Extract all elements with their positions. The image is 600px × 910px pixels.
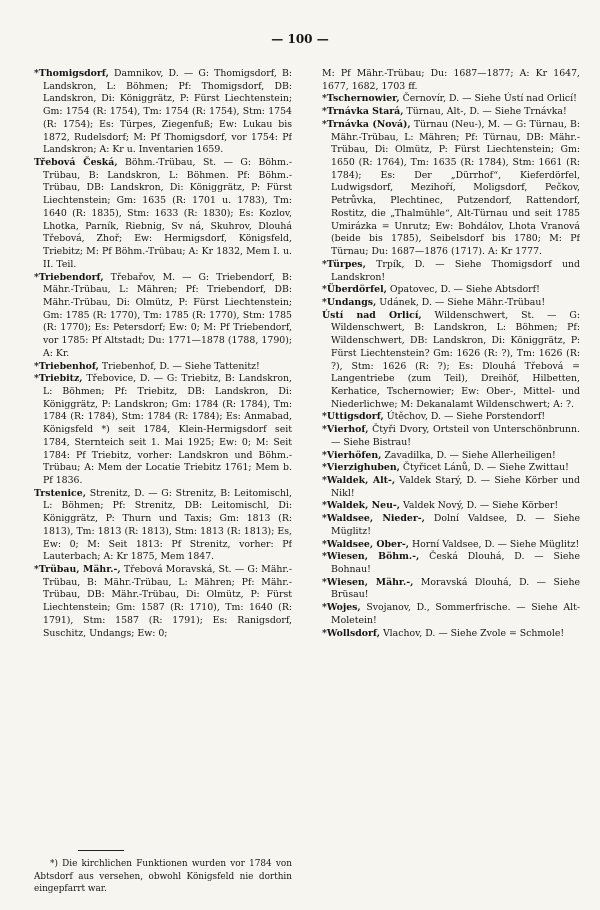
entry-text: Damnikov, D. — G: Thomigsdorf, B: Landskron, L: Böhmen; Pf: Thomigsdorf, DB: Landskron, Di: Königgrätz, P: Fürst Liechtenstein; Gm: 1754 (R: 1754), Tm: 1754 (R: 1754), Stm: 1754 (R: 1754); Es: Türpes, Ziegenfuß; Ew: Lukau bis 1872, Rudelsdorf; M: Pf Thomigsdorf, vor 1754: Pf Landskron; A: Kr u. Inventarien 1659. (43, 68, 292, 156)
gazetteer-entry (322, 500, 580, 513)
gazetteer-entry (322, 450, 580, 463)
gazetteer-entry (322, 119, 580, 259)
gazetteer-entry (34, 272, 292, 361)
entry-headword: *Tschernowier, (322, 93, 400, 105)
entry-text: Türnau, Alt-, D. — Siehe Trnávka! (403, 106, 567, 118)
entry-text: Strenitz, D. — G: Strenitz, B: Leitomischl, L: Böhmen; Pf: Strenitz, DB: Leitomischl, Di: Königgrätz, P: Thurn und Taxis; Gm: 1813 (R: 1813), Tm: 1813 (R: 1813), Stm: 1813 (R: 1813); Es, Ew: 0; M: Seit 1813: Pf Strenitz, vorher: Pf Lauterbach; A: Kr 1875, Mem 1847. (43, 487, 292, 563)
gazetteer-entry (322, 513, 580, 538)
entry-text: M: Pf Mähr.-Trübau; Du: 1687—1877; A: Kr 1647, 1677, 1682, 1703 ff. (322, 68, 580, 92)
footnote: *) Die kirchlichen Funktionen wurden vor 1784 von Abtsdorf aus versehen, obwohl Königsfeld nie dorthin eingepfarrt war. (34, 859, 292, 895)
entry-headword: Třebová Česká, (34, 157, 118, 169)
entry-text: Černovír, D. — Siehe Ústí nad Orlicí! (399, 93, 577, 105)
entry-headword: *Wojes, (322, 602, 361, 614)
gazetteer-entry (34, 68, 292, 157)
gazetteer-entry (322, 628, 580, 641)
entry-text: Valdek Starý, D. — Siehe Körber und Nikl! (331, 475, 580, 499)
gazetteer-entry (322, 462, 580, 475)
gazetteer-entry (322, 297, 580, 310)
gazetteer-entry (322, 577, 580, 602)
two-column-body (34, 68, 580, 900)
entry-headword: *Vierhöfen, (322, 449, 382, 461)
entry-text: Wildenschwert, St. — G: Wildenschwert, B: Landskron, L: Böhmen; Pf: Wildenschwert, DB: Landskron, Di: Königgrätz, P: Fürst Liechtenstein? Gm: 1626 (R: ?), Tm: 1626 (R: ?), Stm: 1626 (R: ?); Es: Dlouhá Třebová = Langentriebe (zum Teil), Dreihöf, Hilbetten, Kerhatice, Tschernowier; Ew: Ober-, Mittel- und Niederlichwe; M: Dekanalamt Wildenschwert; A: ?. (331, 309, 580, 410)
gazetteer-entry (34, 488, 292, 564)
entry-text: Dolní Valdsee, D. — Siehe Müglitz! (331, 513, 580, 537)
gazetteer-entry (322, 539, 580, 552)
entry-headword: *Trübau, Mähr.-, (34, 564, 121, 576)
entry-text: Čtyřicet Lánů, D. — Siehe Zwittau! (399, 462, 569, 474)
entry-text: Valdek Nový, D. — Siehe Körber! (400, 500, 559, 512)
entry-headword: *Waldek, Alt-, (322, 475, 396, 486)
entry-headword: *Wiesen, Böhm.-, (322, 551, 420, 563)
entry-text: Triebenhof, D. — Siehe Tattenitz! (98, 360, 260, 372)
gazetteer-entry (322, 475, 580, 500)
entry-headword: Ústí nad Orlicí, (322, 309, 422, 321)
entry-headword: *Türpes, (322, 258, 366, 270)
gazetteer-entry (322, 310, 580, 412)
entry-text: Udánek, D. — Siehe Mähr.-Trübau! (376, 296, 546, 308)
entry-headword: *Triebendorf, (34, 271, 104, 283)
gazetteer-entry (322, 551, 580, 576)
gazetteer-entry (34, 157, 292, 271)
entry-text: Moravská Dlouhá, D. — Siehe Brüsau! (331, 576, 580, 601)
entry-headword: *Vierzighuben, (322, 462, 400, 474)
entry-headword: *Waldsee, Nieder-, (322, 513, 425, 525)
entry-headword: *Waldek, Neu-, (322, 500, 401, 512)
entry-headword: *Überdörfel, (322, 284, 387, 296)
entry-text: Trpík, D. — Siehe Thomigsdorf und Landskron! (331, 258, 580, 283)
entry-headword: *Undangs, (322, 296, 377, 308)
entry-headword: *Waldsee, Ober-, (322, 538, 410, 550)
gazetteer-entry (322, 259, 580, 284)
entry-text: Zavadilka, D. — Siehe Allerheiligen! (381, 449, 556, 461)
entry-text: Türnau (Neu-), M. — G: Türnau, B: Mähr.-Trübau, L: Mähren; Pf: Türnau, DB: Mähr.-Trübau, Di: Olmütz, P: Fürst Liechtenstein; Gm: 1650 (R: 1764), Tm: 1635 (R: 1784), Stm: 1661 (R: 1784); Es: Der „Dürrhof“, Kieferdörfel, Ludwigsdorf, Mezihoří, Moligsdorf, Pečkov, Petrůvka, Plechtinec, Putzendorf, Rattendorf, Rostitz, die „Thalmühle“, Alt-Türnau und seit 1785 Umirázka = Unrutz; Ew: Bohdálov, Lhota Vranová (beide bis 1785), Seibelsdorf bis 1780; M: Pf Türnau; Du: 1687—1876 (1717). A: Kr 1777. (331, 118, 580, 258)
entry-text: Třebařov, M. — G: Triebendorf, B: Mähr.-Trübau, L: Mähren; Pf: Triebendorf, DB: Mähr.-Trübau, Di: Olmütz, P: Fürst Liechtenstein; Gm: 1785 (R: 1770), Tm: 1785 (R: 1770), Stm: 1785 (R: 1770); Es: Petersdorf; Ew: 0; M: Pf Triebendorf, vor 1785: Pf Altstadt; Du: 1771—1878 (1788, 1790); A: Kr. (43, 271, 292, 359)
entry-text: Svojanov, D., Sommerfrische. — Siehe Alt-Moletein! (331, 602, 580, 626)
entry-text: Třebovice, D. — G: Triebitz, B: Landskron, L: Böhmen; Pf: Triebitz, DB: Landskron, Di: Königgrätz, P: Landskron; Gm: 1784 (R: 1784), Tm: 1784 (R: 1784), Stm: 1784 (R: 1784); Es: Anmabad, Königsfeld *) seit 1784, Klein-Hermigsdorf seit 1784, Sternteich seit 1. Mai 1925; Ew: 0; M: Seit 1784: Pf Triebitz, vorher: Landskron und Böhm.-Trübau; A: Mem der Locatie Triebitz 1761; Mem b. Pf 1836. (43, 373, 292, 486)
gazetteer-entry (322, 602, 580, 627)
entry-headword: *Thomigsdorf, (34, 68, 109, 79)
entry-text: Böhm.-Trübau, St. — G: Böhm.-Trübau, B: Landskron, L: Böhmen. Pf: Böhm.-Trübau, DB: Landskron, Di: Königgrätz, P: Fürst Liechtenstein; Gm: 1635 (R: 1701 u. 1783), Tm: 1640 (R: 1835), Stm: 1633 (R: 1830); Es: Kozlov, Lhotka, Parník, Riebnig, Sv ná, Skuhrov, Dlouhá Třebová, Zhoř; Ew: Hermigsdorf, Königsfeld, Triebitz; M: Pf Böhm.-Trübau; A: Kr 1832, Mem I. u. II. Teil. (43, 157, 292, 270)
entry-headword: *Trnávka (Nová), (322, 118, 411, 130)
left-column (34, 68, 292, 844)
gazetteer-entry (322, 284, 580, 297)
page-number: — 100 — (271, 32, 329, 46)
entry-text: Třebová Moravská, St. — G: Mähr.-Trübau, B: Mähr.-Trübau, L: Mähren; Pf: Mähr.-Trübau, DB: Mähr.-Trübau, Di: Olmütz, P: Fürst Liechtenstein; Gm: 1587 (R: 1710), Tm: 1640 (R: 1791), Stm: 1587 (R: 1791); Es: Ranigsdorf, Suschitz, Undangs; Ew: 0; (43, 564, 292, 639)
entry-text: Útěchov, D. — Siehe Porstendorf! (383, 411, 546, 423)
gazetteer-entry (322, 68, 580, 93)
entry-headword: *Trnávka Stará, (322, 106, 404, 118)
gazetteer-entry (34, 564, 292, 640)
gazetteer-entry (322, 93, 580, 106)
entry-headword: *Triebitz, (34, 373, 83, 385)
entry-headword: *Wollsdorf, (322, 627, 380, 639)
gazetteer-entry (34, 373, 292, 487)
gazetteer-entry (322, 424, 580, 449)
entry-headword: *Uttigsdorf, (322, 411, 384, 423)
footnote-rule (78, 850, 124, 851)
entry-text: Opatovec, D. — Siehe Abtsdorf! (386, 284, 540, 296)
entry-text: Vlachov, D. — Siehe Zvole = Schmole! (379, 627, 565, 639)
entry-headword: *Vierhof, (322, 424, 369, 436)
right-column (322, 68, 580, 900)
entry-text: Čtyři Dvory, Ortsteil von Unterschönbrunn. — Siehe Bistrau! (331, 424, 580, 448)
gazetteer-entry (322, 106, 580, 119)
entry-text: Horní Valdsee, D. — Siehe Müglitz! (409, 538, 580, 550)
entry-text: Česká Dlouhá, D. — Siehe Bohnau! (331, 551, 580, 576)
entry-headword: Trstenice, (34, 487, 86, 499)
gazetteer-entry (34, 361, 292, 374)
entry-headword: *Triebenhof, (34, 360, 99, 372)
gazetteer-entry (322, 411, 580, 424)
entry-headword: *Wiesen, Mähr.-, (322, 576, 414, 588)
